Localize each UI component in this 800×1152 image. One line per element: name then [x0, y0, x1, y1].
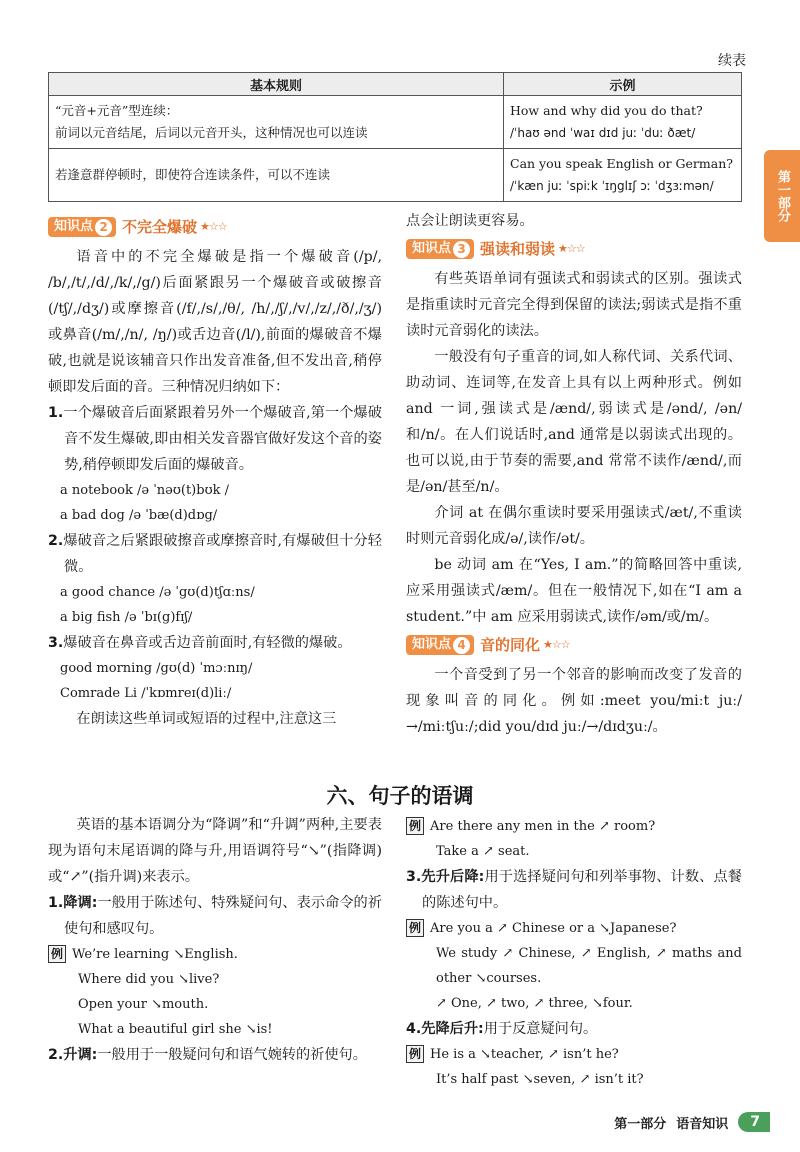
paragraph: 一般没有句子重音的词,如人称代词、关系代词、助动词、连词等,在发音上具有以上两种形式。例如 and 一词,强读式是/ænd/,弱读式是/ənd/, /ən/和/n/。在人们说话时,and 通常是以弱读式出现的。也可以说,由于节奏的需要,and 常常不读作/ænd/,而是/ən/甚至/n/。 [406, 349, 742, 495]
table-row [49, 149, 742, 202]
table-cell-example [504, 96, 742, 149]
knowledge-point-badge [406, 239, 474, 259]
table-cell-example [504, 149, 742, 202]
example-line: Comrade Li /ˈkɒmreɪ(d)liː/ [60, 686, 232, 701]
example-line: We study ↗ Chinese, ↗ English, ↗ maths and other ↘courses. [436, 946, 742, 986]
example-line: a notebook /ə ˈnəʊ(t)bʊk / [60, 483, 230, 498]
example-line: a bad dog /ə ˈbæ(d)dɒg/ [60, 508, 218, 523]
rule-line: 前词以元音结尾，后词以元音开头，这种情况也可以连读 [55, 125, 368, 140]
example-line: a big fish /ə ˈbɪ(g)fɪʃ/ [60, 610, 193, 625]
item-text: 爆破音在鼻音或舌边音前面时,有轻微的爆破。 [63, 635, 352, 651]
table-header: 示例 [504, 73, 742, 96]
item-number: 1. [48, 895, 64, 911]
example-line: ↗ One, ↗ two, ↗ three, ↘four. [436, 996, 633, 1011]
table-header-row [49, 73, 742, 96]
paragraph: 在朗读这些单词或短语的过程中,注意这三 [76, 711, 337, 727]
bottom-left-column [48, 812, 382, 1068]
knowledge-point-3-heading [406, 236, 742, 262]
badge-number: 3 [453, 241, 470, 258]
example-text: He is a ↘teacher, ↗ isn’t he? [430, 1047, 619, 1062]
paragraph: 有些英语单词有强读式和弱读式的区别。强读式是指重读时元音完全得到保留的读法;弱读式是指不重读时元音弱化的读法。 [406, 271, 742, 339]
footer-section: 语音知识 [676, 1116, 729, 1132]
example-line: a good chance /ə ˈgʊ(d)tʃɑːns/ [60, 585, 255, 600]
example-line: Take a ↗ seat. [436, 844, 530, 859]
item-label: 先升后降: [421, 869, 485, 885]
knowledge-point-title: 音的同化 [480, 636, 541, 654]
paragraph: be 动词 am 在“Yes, I am.”的简略回答中重读,应采用强读式/æm/。但在一般情况下,如在“I am a student.”中 am 应采用弱读式,读作/əm/或/m/。 [406, 557, 742, 625]
badge-label: 知识点 [412, 637, 452, 652]
list-item [48, 400, 382, 478]
example-phonetic: /ˈkæn juː ˈspiːk ˈɪŋglɪʃ ɔː ˈdʒɜːmən/ [510, 179, 714, 193]
difficulty-stars: ★☆☆ [558, 242, 585, 255]
badge-number: 4 [453, 637, 470, 654]
example-text: We’re learning ↘English. [72, 947, 238, 962]
section-title: 六、句子的语调 [326, 784, 474, 808]
example-phonetic: /ˈhaʊ ənd ˈwaɪ dɪd juː ˈduː ðæt/ [510, 126, 696, 140]
paragraph: 英语的基本语调分为“降调”和“升调”两种,主要表现为语句末尾语调的降与升,用语调符号“↘”(指降调)或“↗”(指升调)来表示。 [48, 817, 382, 885]
rule-line: 若逢意群停顿时，即使符合连读条件，可以不连读 [55, 167, 331, 182]
item-label: 升调: [63, 1047, 98, 1063]
list-item [48, 630, 382, 656]
example-line: Open your ↘mouth. [78, 997, 209, 1012]
item-text: 用于选择疑问句和列举事物、计数、点餐的陈述句中。 [422, 869, 742, 911]
list-item [48, 528, 382, 580]
difficulty-stars: ★☆☆ [200, 220, 227, 233]
badge-label: 知识点 [54, 219, 94, 234]
badge-label: 知识点 [412, 241, 452, 256]
item-number: 1. [48, 405, 64, 421]
item-number: 2. [48, 533, 64, 549]
list-item [48, 890, 382, 942]
bottom-right-column [406, 814, 742, 1092]
item-label: 降调: [63, 895, 98, 911]
paragraph: 介词 at 在偶尔重读时要采用强读式/æt/,不重读时则元音弱化成/ə/,读作/ət/。 [406, 505, 742, 547]
rules-table [48, 72, 742, 202]
knowledge-point-4-heading [406, 632, 742, 658]
list-item [48, 1042, 382, 1068]
left-column [48, 212, 382, 732]
paragraph: 语音中的不完全爆破是指一个爆破音(/p/, /b/,/t/,/d/,/k/,/g/)后面紧跟另一个爆破音或破擦音(/tʃ/,/dʒ/)或摩擦音(/f/,/s/,/θ/, /h/,/ʃ/,/v/,/z/,/ð/,/ʒ/)或鼻音(/m/,/n/, /ŋ/)或舌边音(/l/),前面的爆破音不爆破,也就是说该辅音只作出发音准备,但不发出音,稍停顿即发后面的音。三种情况归纳如下： [48, 249, 382, 395]
page-number: 7 [738, 1112, 770, 1132]
item-number: 4. [406, 1021, 422, 1037]
example-line [48, 942, 382, 967]
example-line: What a beautiful girl she ↘is! [78, 1022, 273, 1037]
list-item [406, 1016, 742, 1042]
item-number: 2. [48, 1047, 64, 1063]
table-row [49, 96, 742, 149]
example-tag: 例 [406, 1045, 424, 1063]
footer-part: 第一部分 [614, 1116, 667, 1132]
example-tag: 例 [48, 945, 66, 963]
item-number: 3. [48, 635, 64, 651]
table-cell-rule [49, 96, 504, 149]
paragraph: 点会让朗读更容易。 [406, 213, 534, 229]
example-line: good morning /gʊ(d) ˈmɔːnɪŋ/ [60, 661, 253, 676]
example-text: Can you speak English or German? [510, 156, 733, 171]
example-line: Where did you ↘live? [78, 972, 220, 987]
right-column [406, 208, 742, 740]
difficulty-stars: ★☆☆ [543, 638, 570, 651]
side-tab: 第一部分 [764, 150, 800, 242]
knowledge-point-2-heading [48, 214, 382, 240]
rule-line: “元音+元音”型连续： [55, 103, 179, 118]
item-label: 先降后升: [421, 1021, 484, 1037]
item-text: 一般用于陈述句、特殊疑问句、表示命令的祈使句和感叹句。 [64, 895, 382, 937]
table-header: 基本规则 [49, 73, 504, 96]
badge-number: 2 [95, 219, 112, 236]
example-tag: 例 [406, 817, 424, 835]
example-text: Are there any men in the ↗ room? [430, 819, 656, 834]
item-text: 用于反意疑问句。 [483, 1021, 598, 1037]
page-footer [614, 1112, 770, 1132]
knowledge-point-badge [48, 217, 116, 237]
example-text: Are you a ↗ Chinese or a ↘Japanese? [430, 921, 677, 936]
knowledge-point-title: 不完全爆破 [122, 218, 198, 236]
example-line [406, 916, 742, 941]
example-line [406, 814, 742, 839]
example-line: It’s half past ↘seven, ↗ isn’t it? [436, 1072, 644, 1087]
paragraph: 一个音受到了另一个邻音的影响而改变了发音的现象叫音的同化。例如:meet you/miːt juː/→/miːtʃuː/;did you/dɪd juː/→/dɪdʒuː/。 [406, 667, 742, 735]
list-item [406, 864, 742, 916]
table-cell-rule [49, 149, 504, 202]
item-text: 一个爆破音后面紧跟着另外一个爆破音,第一个爆破音不发生爆破,即由相关发音器官做好发这个音的姿势,稍停顿即发后面的爆破音。 [63, 405, 382, 473]
item-number: 3. [406, 869, 422, 885]
example-text: How and why did you do that? [510, 103, 703, 118]
continued-label: 续表 [718, 53, 746, 69]
item-text: 一般用于一般疑问句和语气婉转的祈使句。 [97, 1047, 367, 1063]
knowledge-point-badge [406, 635, 474, 655]
example-tag: 例 [406, 919, 424, 937]
item-text: 爆破音之后紧跟破擦音或摩擦音时,有爆破但十分轻微。 [63, 533, 382, 575]
knowledge-point-title: 强读和弱读 [480, 240, 556, 258]
example-line [406, 1042, 742, 1067]
